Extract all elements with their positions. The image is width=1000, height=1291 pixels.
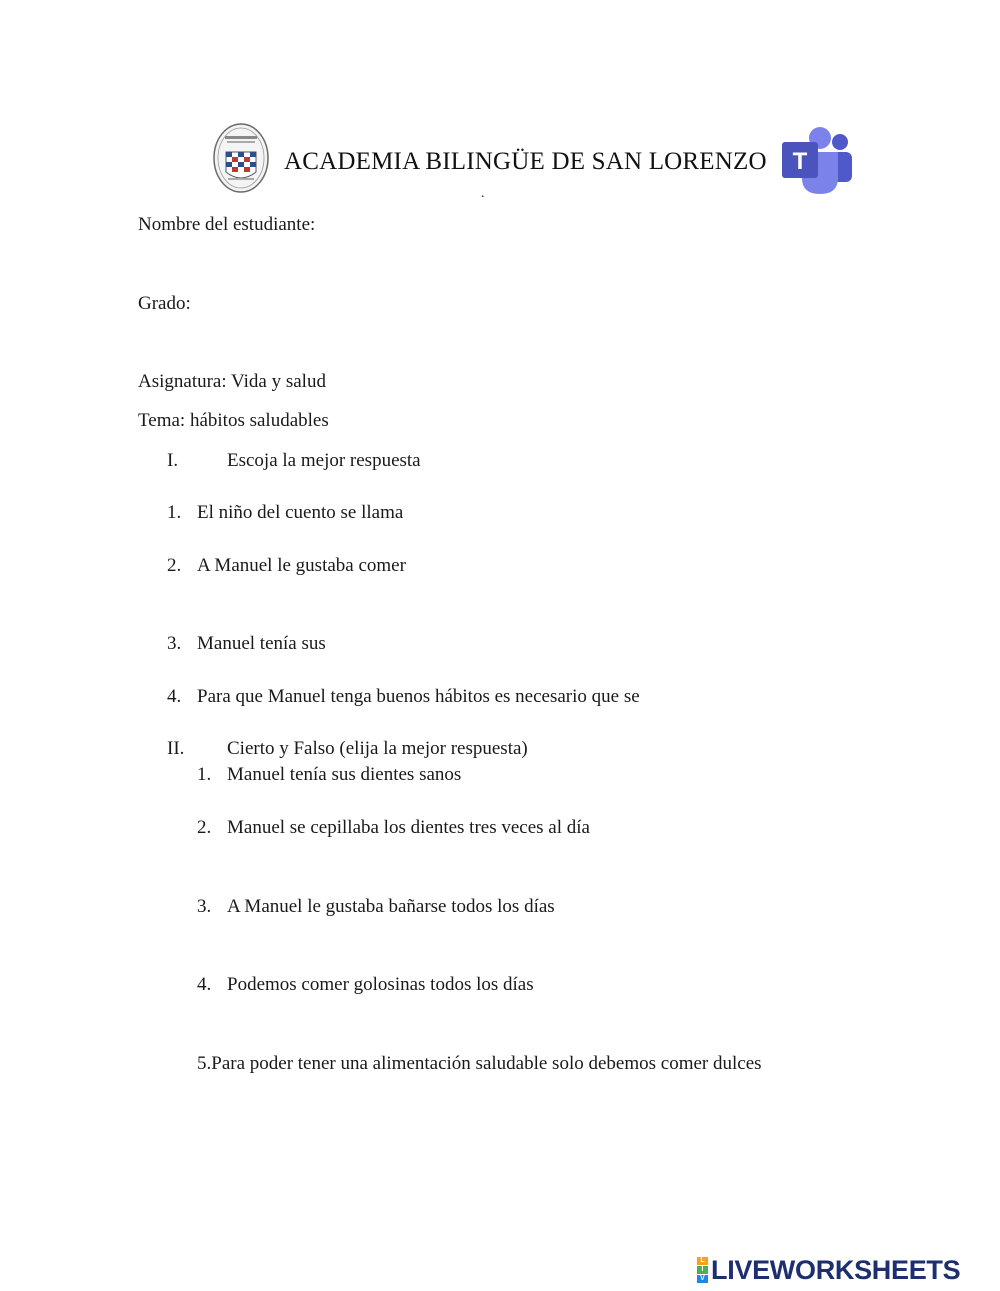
list-item-number: 2. <box>197 817 212 838</box>
list-item-number: 3. <box>197 896 212 917</box>
list-item-number: 2. <box>167 555 182 576</box>
question-text: Manuel tenía sus <box>197 633 326 654</box>
section1-numeral: I. <box>167 450 179 471</box>
section2-title: Cierto y Falso (elija la mejor respuesta) <box>227 738 528 759</box>
teams-letter: T <box>792 148 808 175</box>
grade-label: Grado: <box>138 293 191 314</box>
question-text: Para que Manuel tenga buenos hábitos es necesario que se <box>197 686 640 707</box>
liveworksheets-logo-icon <box>697 1257 708 1283</box>
list-item-number: 4. <box>167 686 182 707</box>
topic-label: Tema: hábitos saludables <box>138 410 329 431</box>
statement-text: A Manuel le gustaba bañarse todos los días <box>227 896 555 917</box>
statement-text: Manuel se cepillaba los dientes tres veces al día <box>227 817 590 838</box>
logo-cube: I <box>697 1266 708 1274</box>
question-text: A Manuel le gustaba comer <box>197 555 406 576</box>
list-item-number: 4. <box>197 974 212 995</box>
header-separator: . <box>481 186 485 201</box>
logo-cube: L <box>697 1257 708 1265</box>
liveworksheets-logo <box>697 1254 960 1286</box>
list-item-number: 1. <box>167 502 182 523</box>
question-text: El niño del cuento se llama <box>197 502 404 523</box>
statement-text: Podemos comer golosinas todos los días <box>227 974 534 995</box>
list-item-number: 1. <box>197 764 212 785</box>
microsoft-teams-icon <box>780 126 856 196</box>
logo-cube: V <box>697 1275 708 1283</box>
section2-numeral: II. <box>167 738 185 759</box>
section1-title: Escoja la mejor respuesta <box>227 450 421 471</box>
liveworksheets-brand-text: LIVEWORKSHEETS <box>711 1254 961 1285</box>
subject-label: Asignatura: Vida y salud <box>138 371 326 392</box>
statement-text: Manuel tenía sus dientes sanos <box>227 764 462 785</box>
statement-text: 5.Para poder tener una alimentación saludable solo debemos comer dulces <box>197 1053 762 1074</box>
school-seal-icon <box>212 122 270 194</box>
list-item-number: 3. <box>167 633 182 654</box>
student-name-label: Nombre del estudiante: <box>138 214 316 235</box>
school-name: ACADEMIA BILINGÜE DE SAN LORENZO <box>284 148 767 175</box>
